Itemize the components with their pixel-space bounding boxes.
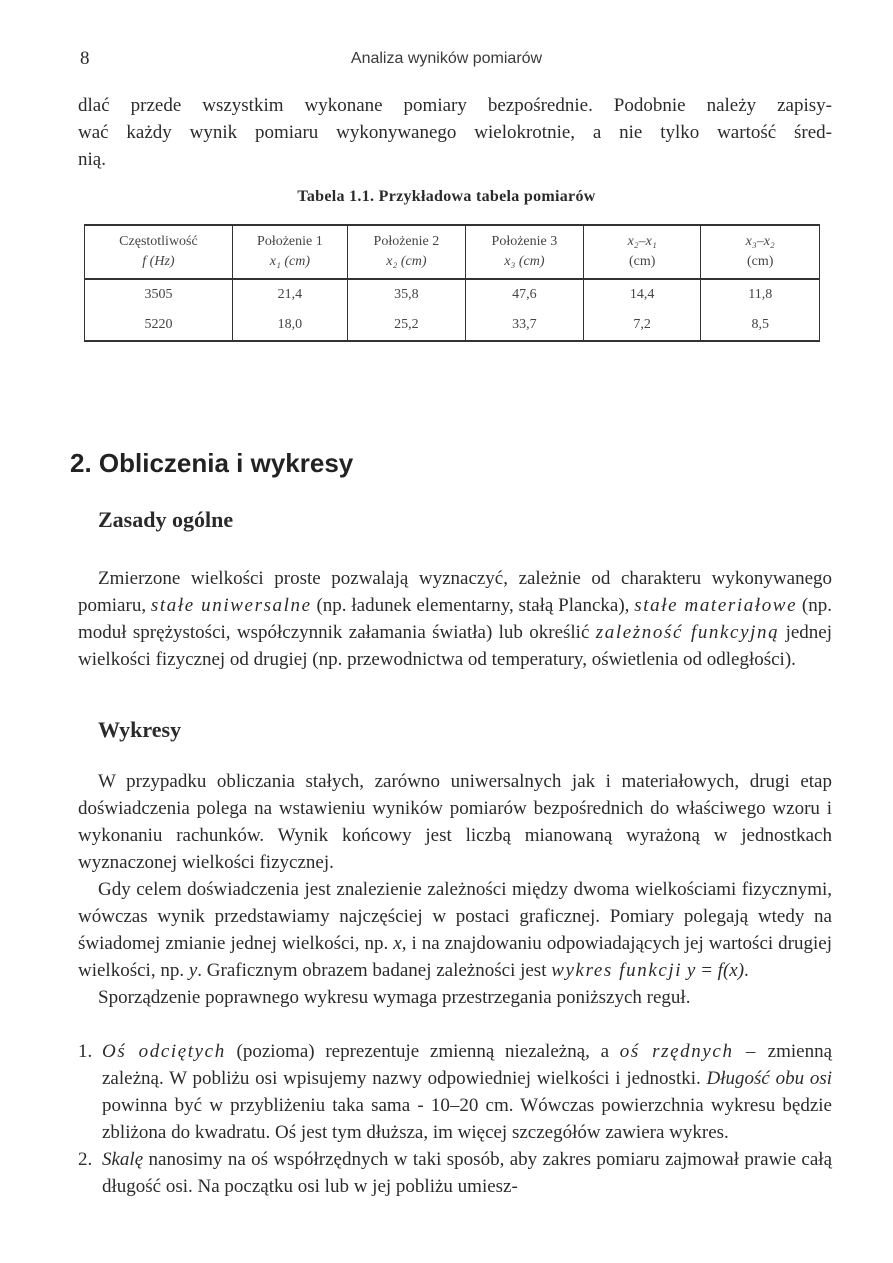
table-caption: Tabela 1.1. Przykładowa tabela pomiarów [297,188,596,205]
table-row [85,279,820,310]
header-cell-position-1: Położenie 1 x₁ (cm) [232,225,347,279]
wykresy-paragraph-2: Gdy celem doświadczenia jest znalezienie zależności między dwoma wielkościami fizycznymi, wówczas wynik przedstawiamy najczęściej w postaci graficznej. Pomiary polegają wtedy na świadomej zmianie jednej wielkości, np. x, i na znajdowaniu odpowiadających jej wartości drugiej wielkości, np. y. Graficznym obrazem badanej zależności jest wykres funkcji y = f(x). [78,879,832,981]
list-item-number: 2. [78,1149,93,1170]
table-cell: 18,0 [232,310,347,341]
list-item-number: 1. [78,1041,93,1062]
table-cell: 11,8 [701,279,820,310]
emph-wykres-funkcji: wykres funkcji [551,960,683,981]
running-header: Analiza wyników pomiarów [350,50,543,67]
intro-line-1: dlać przede wszystkim wykonane pomiary bezpośrednie. Podobnie należy zapisy- [78,95,832,116]
subheading-wykresy: Wykresy [98,717,182,742]
table-row [85,310,820,341]
subheading-zasady: Zasady ogólne [98,507,234,532]
table-header-row [85,225,820,279]
header-cell-position-3: Położenie 3 x₃ (cm) [465,225,583,279]
zasady-paragraph: Zmierzone wielkości proste pozwalają wyznaczyć, zależnie od charakteru wykonywanego pomiaru, stałe uniwersalne (np. ładunek elementarny, stałą Plancka), stałe materiałowe (np. moduł sprężystości, współczynnik załamania światła) lub określić zależność funkcyjną jednej wielkości fizycznej od drugiej (np. przewodnictwa od temperatury, oświetlenia od odległości). [78,568,832,670]
wykresy-paragraphs [78,768,832,1011]
rules-list [78,1038,832,1200]
intro-paragraph [78,92,832,173]
header-cell-position-2: Położenie 2 x₂ (cm) [347,225,465,279]
page-number: 8 [80,48,90,69]
header-cell-frequency: Częstotliwość f (Hz) [85,225,233,279]
table-cell: 35,8 [347,279,465,310]
measurement-table [84,224,820,342]
table-cell: 14,4 [583,279,701,310]
emph-zaleznosc-funkcyjna: zależność funkcyjną [595,622,780,643]
intro-line-3: nią. [78,149,106,170]
table-cell: 8,5 [701,310,820,341]
table-cell: 21,4 [232,279,347,310]
table-cell: 7,2 [583,310,701,341]
emph-stale-materialowe: stałe materiałowe [634,595,798,616]
header-cell-diff-21: x₂–x₁ (cm) [583,225,701,279]
wykresy-paragraph-1: W przypadku obliczania stałych, zarówno uniwersalnych jak i materiałowych, drugi etap doświadczenia polega na wstawieniu wyników pomiarów bezpośrednich do właściwego wzoru i wykonaniu rachunków. Wynik końcowy jest liczbą mianowaną wyrażoną w jednostkach wyznaczonej wielkości fizycznej. [78,771,832,873]
table-cell: 47,6 [465,279,583,310]
table-cell: 25,2 [347,310,465,341]
emph-stale-uniwersalne: stałe uniwersalne [150,595,312,616]
table-cell: 5220 [85,310,233,341]
wykresy-paragraph-3: Sporządzenie poprawnego wykresu wymaga przestrzegania poniższych reguł. [98,987,691,1008]
table-cell: 3505 [85,279,233,310]
list-item: 2. Skalę nanosimy na oś współrzędnych w taki sposób, aby zakres pomiaru zajmował prawie całą długość osi. Na początku osi lub w jej pobliżu umiesz- [78,1146,832,1200]
list-item: 1. Oś odciętych (pozioma) reprezentuje zmienną niezależną, a oś rzędnych – zmienną zależną. W pobliżu osi wpisujemy nazwy odpowiedniej wielkości i jednostki. Długość obu osi powinna być w przybliżeniu taka sama - 10–20 cm. Wówczas powierzchnia wykresu będzie zbliżona do kwadratu. Oś jest tym dłuższa, im więcej szczegółów zawiera wykres. [78,1038,832,1146]
table-cell: 33,7 [465,310,583,341]
header-cell-diff-32: x₃–x₂ (cm) [701,225,820,279]
intro-line-2: wać każdy wynik pomiaru wykonywanego wielokrotnie, a nie tylko wartość śred- [78,122,832,143]
section-heading: 2. Obliczenia i wykresy [70,448,354,478]
